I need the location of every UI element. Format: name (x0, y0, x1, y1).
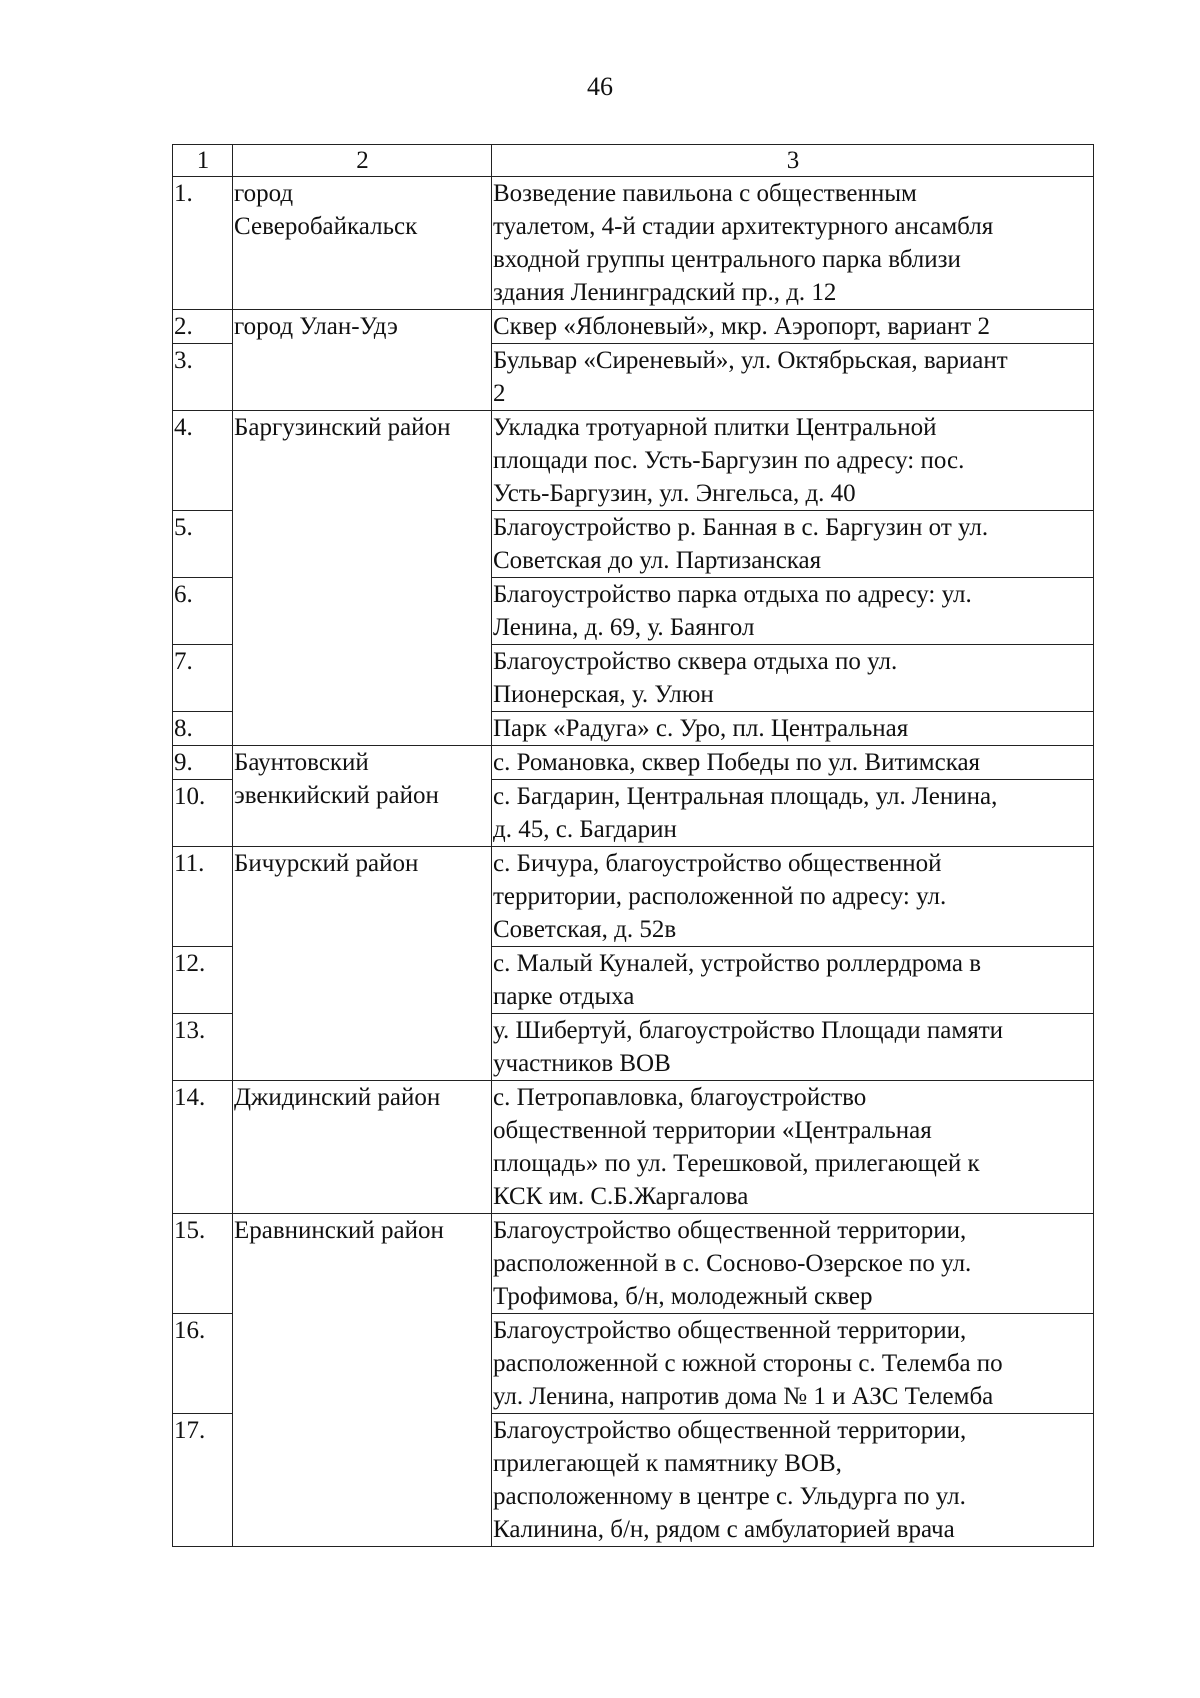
description-cell: Бульвар «Сиреневый», ул. Октябрьская, вариант 2 (492, 344, 1094, 411)
header-cell: 3 (492, 145, 1094, 177)
header-cell: 2 (233, 145, 492, 177)
header-cell: 1 (173, 145, 233, 177)
row-number: 15. (173, 1214, 233, 1314)
district-cell: город Северобайкальск (233, 177, 492, 310)
district-cell: Баунтовский эвенкийский район (233, 746, 492, 847)
description-cell: с. Багдарин, Центральная площадь, ул. Ленина, д. 45, с. Багдарин (492, 780, 1094, 847)
table-row (173, 1081, 1094, 1214)
description-cell: Благоустройство общественной территории, прилегающей к памятнику ВОВ, расположенному в центре с. Ульдурга по ул. Калинина, б/н, рядом с амбулаторией врача (492, 1414, 1094, 1547)
row-number: 2. (173, 310, 233, 344)
description-cell: Возведение павильона с общественным туалетом, 4-й стадии архитектурного ансамбля входной группы центрального парка вблизи здания Ленинградский пр., д. 12 (492, 177, 1094, 310)
description-cell: Благоустройство р. Банная в с. Баргузин от ул. Советская до ул. Партизанская (492, 511, 1094, 578)
row-number: 6. (173, 578, 233, 645)
district-cell: Джидинский район (233, 1081, 492, 1214)
description-cell: с. Бичура, благоустройство общественной территории, расположенной по адресу: ул. Советская, д. 52в (492, 847, 1094, 947)
table-row (173, 746, 1094, 780)
row-number: 12. (173, 947, 233, 1014)
table-row (173, 411, 1094, 511)
district-cell: Баргузинский район (233, 411, 492, 746)
description-cell: Благоустройство общественной территории, расположенной в с. Сосново-Озерское по ул. Трофимова, б/н, молодежный сквер (492, 1214, 1094, 1314)
row-number: 8. (173, 712, 233, 746)
description-cell: с. Петропавловка, благоустройство общественной территории «Центральная площадь» по ул. Терешковой, прилегающей к КСК им. С.Б.Жаргалова (492, 1081, 1094, 1214)
row-number: 17. (173, 1414, 233, 1547)
row-number: 1. (173, 177, 233, 310)
page-number: 46 (587, 72, 613, 101)
description-cell: Благоустройство общественной территории, расположенной с южной стороны с. Телемба по ул. Ленина, напротив дома № 1 и АЗС Телемба (492, 1314, 1094, 1414)
description-cell: Сквер «Яблоневый», мкр. Аэропорт, вариант 2 (492, 310, 1094, 344)
description-cell: с. Малый Куналей, устройство роллердрома в парке отдыха (492, 947, 1094, 1014)
description-cell: Благоустройство парка отдыха по адресу: ул. Ленина, д. 69, у. Баянгол (492, 578, 1094, 645)
row-number: 14. (173, 1081, 233, 1214)
row-number: 10. (173, 780, 233, 847)
row-number: 3. (173, 344, 233, 411)
description-cell: у. Шибертуй, благоустройство Площади памяти участников ВОВ (492, 1014, 1094, 1081)
row-number: 5. (173, 511, 233, 578)
table-row (173, 177, 1094, 310)
description-cell: Благоустройство сквера отдыха по ул. Пионерская, у. Улюн (492, 645, 1094, 712)
row-number: 4. (173, 411, 233, 511)
district-cell: город Улан-Удэ (233, 310, 492, 411)
description-cell: с. Романовка, сквер Победы по ул. Витимская (492, 746, 1094, 780)
data-table (172, 144, 1094, 1547)
row-number: 16. (173, 1314, 233, 1414)
row-number: 13. (173, 1014, 233, 1081)
row-number: 9. (173, 746, 233, 780)
table-row (173, 1214, 1094, 1314)
table-header-row (173, 145, 1094, 177)
table-row (173, 847, 1094, 947)
table-row (173, 310, 1094, 344)
row-number: 11. (173, 847, 233, 947)
district-cell: Еравнинский район (233, 1214, 492, 1547)
row-number: 7. (173, 645, 233, 712)
district-cell: Бичурский район (233, 847, 492, 1081)
description-cell: Укладка тротуарной плитки Центральной площади пос. Усть-Баргузин по адресу: пос. Усть-Баргузин, ул. Энгельса, д. 40 (492, 411, 1094, 511)
description-cell: Парк «Радуга» с. Уро, пл. Центральная (492, 712, 1094, 746)
